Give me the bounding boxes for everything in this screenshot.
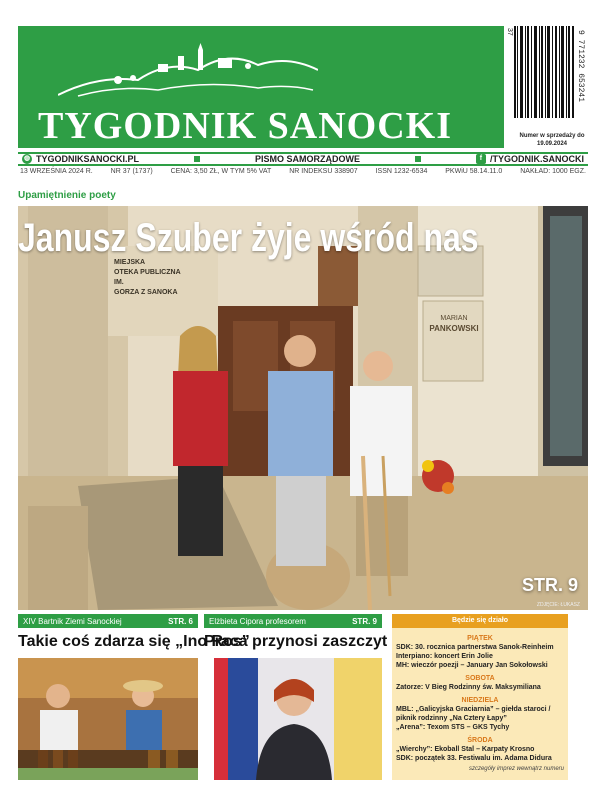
events-header: Będzie się działo bbox=[392, 614, 568, 628]
events-footer: szczegóły imprez wewnątrz numeru bbox=[468, 766, 564, 772]
lead-photo[interactable] bbox=[18, 206, 588, 610]
issue-circulation: NAKŁAD: 1000 EGZ. bbox=[520, 168, 586, 175]
col1-photo[interactable] bbox=[18, 658, 198, 780]
town-skyline-illustration bbox=[58, 40, 318, 100]
event-item[interactable]: „Wierchy”: Ekoball Stal – Karpaty Krosno bbox=[396, 746, 535, 753]
plaque-line: MARIAN bbox=[440, 315, 468, 322]
events-day-friday: PIĄTEK bbox=[467, 635, 493, 642]
masthead bbox=[18, 26, 504, 148]
lead-photo-illustration bbox=[18, 206, 588, 610]
col2-page-ref: STR. 9 bbox=[352, 616, 377, 626]
info-strip bbox=[18, 152, 588, 166]
event-item[interactable]: MBL: „Galicyjska Graciarnia” – giełda staroci / piknik rodzinny „Na Cztery Łapy” bbox=[396, 706, 551, 722]
sale-note: Numer w sprzedaży do 19.09.2024 bbox=[519, 133, 585, 147]
event-item[interactable]: Zatorze: V Bieg Rodzinny św. Maksymiliana bbox=[396, 684, 541, 691]
issue-index: NR INDEKSU 338907 bbox=[289, 168, 358, 175]
barcode bbox=[510, 26, 588, 136]
issue-number: NR 37 (1737) bbox=[110, 168, 153, 175]
issue-date: 13 WRZEŚNIA 2024 R. bbox=[20, 168, 93, 175]
issue-issn: ISSN 1232-6534 bbox=[375, 168, 428, 175]
sign-line: OTEKA PUBLICZNA bbox=[114, 269, 181, 276]
event-item[interactable]: SDK: 30. rocznica partnerstwa Sanok-Reinheim bbox=[396, 644, 554, 651]
globe-icon: ◍ bbox=[23, 155, 31, 162]
events-day-sunday: NIEDZIELA bbox=[461, 697, 499, 704]
issue-code: 37 bbox=[506, 28, 513, 36]
events-day-saturday: SOBOTA bbox=[465, 675, 495, 682]
plaque-line: PANKOWSKI bbox=[429, 324, 479, 333]
col2-section: Elżbieta Cipora profesorem bbox=[209, 616, 306, 626]
lead-kicker: Upamiętnienie poety bbox=[18, 190, 116, 201]
website-link[interactable] bbox=[22, 154, 139, 164]
tagline: PISMO SAMORZĄDOWE bbox=[254, 154, 360, 164]
website-label: TYGODNIKSANOCKI.PL bbox=[36, 154, 140, 164]
event-item[interactable]: SDK: początek 33. Festiwalu im. Adama Didura bbox=[396, 755, 552, 762]
facebook-link[interactable] bbox=[476, 154, 584, 164]
sign-line: IM. bbox=[114, 279, 124, 286]
divider-square bbox=[415, 156, 421, 162]
facebook-icon: f bbox=[476, 154, 486, 164]
col1-section: XIV Bartnik Ziemi Sanockiej bbox=[23, 616, 122, 626]
photo-credit: ZDJĘCIE: ŁUKASZ bbox=[536, 602, 580, 608]
lead-headline[interactable]: Janusz Szuber żyje wśród nas bbox=[18, 216, 479, 260]
col2-photo[interactable] bbox=[204, 658, 382, 780]
col1-header[interactable] bbox=[18, 614, 198, 628]
event-item[interactable]: MH: wieczór poezji – January Jan Sokołowski bbox=[396, 662, 548, 669]
barcode-bars bbox=[514, 26, 574, 118]
col1-photo-illustration bbox=[18, 658, 198, 780]
sign-line: GORZA Z SANOKA bbox=[114, 289, 178, 296]
masthead-title: TYGODNIK SANOCKI bbox=[38, 105, 452, 147]
event-item[interactable]: Interpiano: koncert Erin Jolie bbox=[396, 653, 493, 660]
col2-title[interactable]: Praca przynosi zaszczyt bbox=[204, 633, 388, 650]
facebook-label: /TYGODNIK.SANOCKI bbox=[489, 154, 584, 164]
issue-pkwiu: PKWiU 58.14.11.0 bbox=[445, 168, 503, 175]
events-box bbox=[392, 628, 568, 780]
col1-page-ref: STR. 6 bbox=[168, 616, 193, 626]
barcode-digits: 9 771232 653241 bbox=[576, 30, 585, 103]
sign-line: MIEJSKA bbox=[114, 259, 146, 266]
issue-meta bbox=[18, 168, 588, 178]
lead-page-ref[interactable]: STR. 9 bbox=[521, 575, 578, 595]
library-sign bbox=[114, 258, 214, 298]
memorial-plaque bbox=[428, 314, 480, 334]
events-day-wednesday: ŚRODA bbox=[467, 737, 493, 744]
col1-title[interactable]: Takie coś zdarza się „Ino Ros” bbox=[18, 633, 250, 650]
event-item[interactable]: „Arena”: Texom STS – GKS Tychy bbox=[396, 724, 510, 731]
col2-photo-illustration bbox=[204, 658, 382, 780]
issue-price: CENA: 3,50 ZŁ, W TYM 5% VAT bbox=[170, 168, 272, 175]
col2-header[interactable] bbox=[204, 614, 382, 628]
divider-square bbox=[194, 156, 200, 162]
